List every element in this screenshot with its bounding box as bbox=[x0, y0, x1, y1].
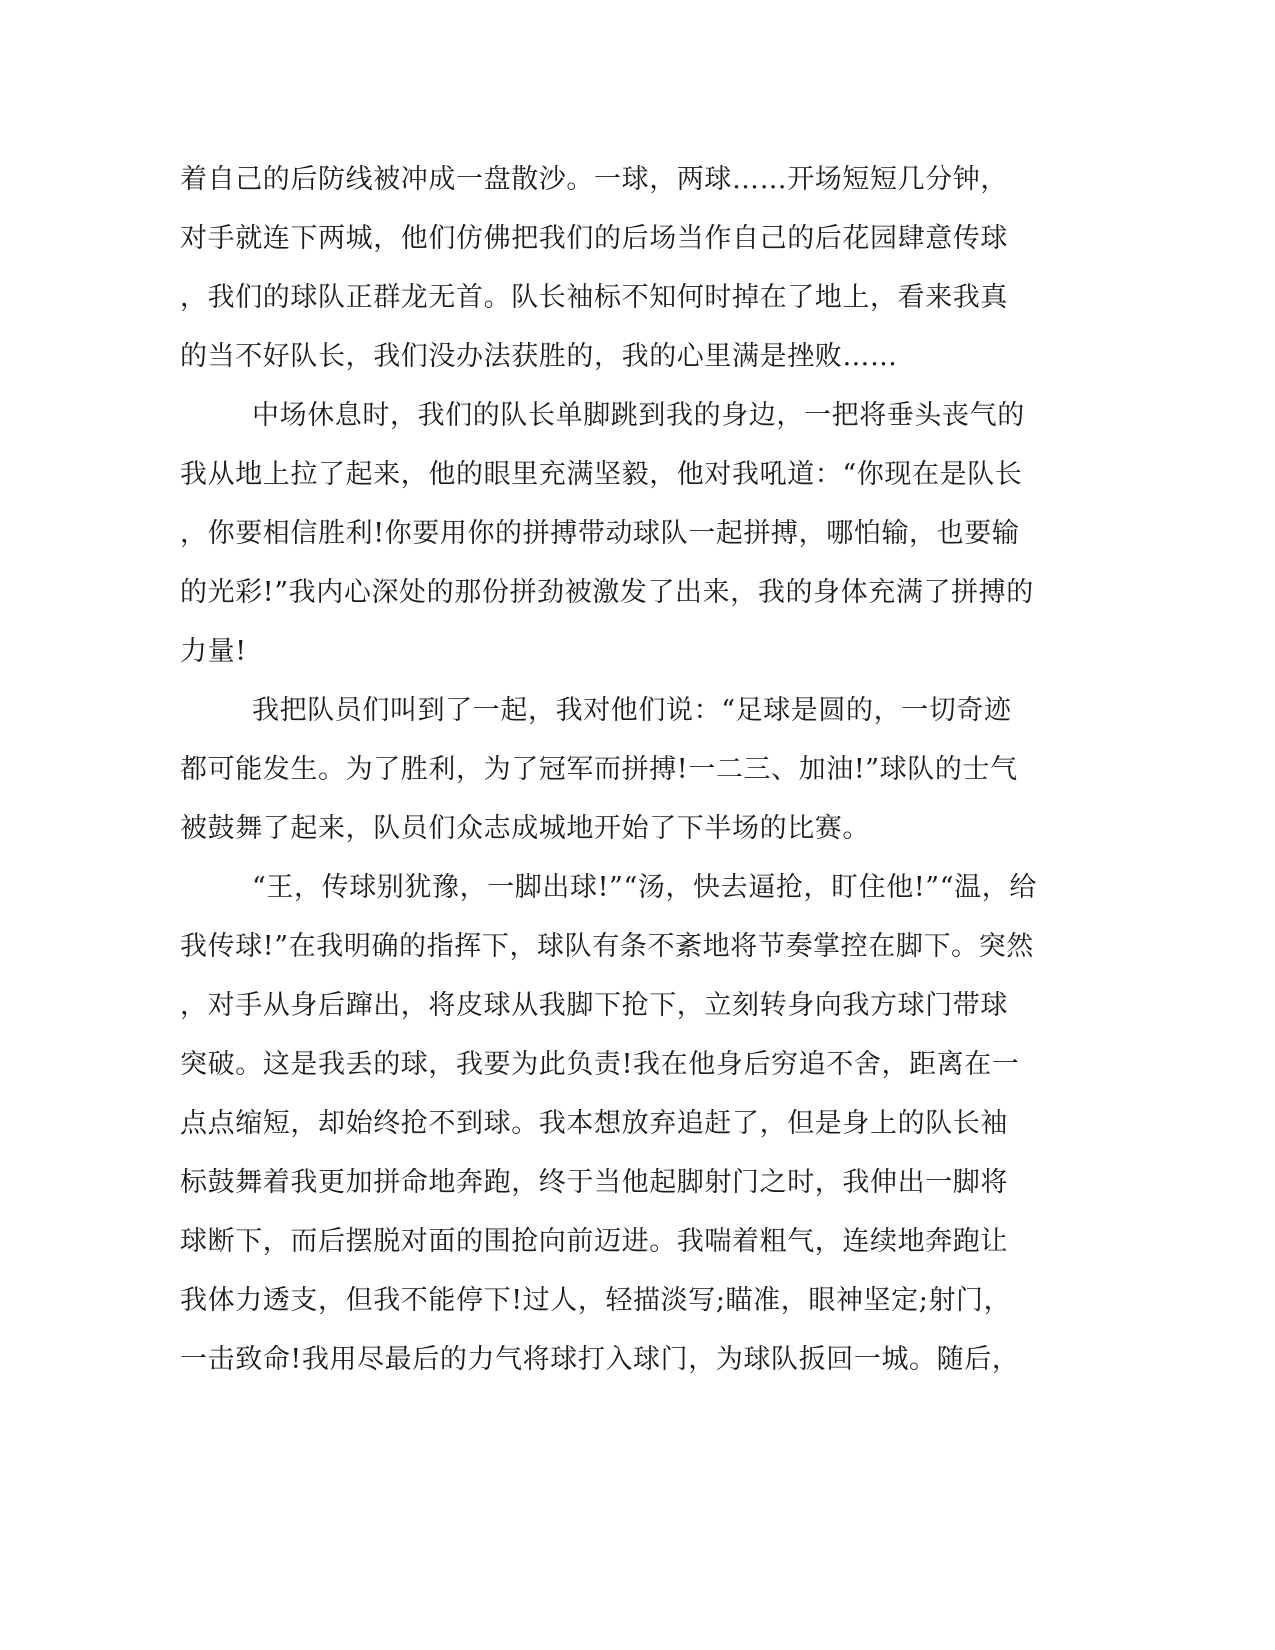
text-line: 一击致命!我用尽最后的力气将球打入球门，为球队扳回一城。随后， bbox=[180, 1344, 1020, 1375]
text-line: 球断下，而后摆脱对面的围抢向前迈进。我喘着粗气，连续地奔跑让 bbox=[180, 1226, 1008, 1257]
text-line: 着自己的后防线被冲成一盘散沙。一球，两球……开场短短几分钟， bbox=[180, 164, 1008, 195]
paragraph-first-line: 我把队员们叫到了一起，我对他们说：“足球是圆的，一切奇迹 bbox=[252, 695, 1012, 726]
paragraph-first-line: 中场休息时，我们的队长单脚跳到我的身边，一把将垂头丧气的 bbox=[252, 400, 1025, 431]
text-line: ，你要相信胜利!你要用你的拼搏带动球队一起拼搏，哪怕输，也要输 bbox=[180, 518, 1020, 549]
text-line: 点点缩短，却始终抢不到球。我本想放弃追赶了，但是身上的队长袖 bbox=[180, 1108, 1008, 1139]
text-line: 我从地上拉了起来，他的眼里充满坚毅，他对我吼道：“你现在是队长 bbox=[180, 459, 1023, 490]
text-line: ，我们的球队正群龙无首。队长袖标不知何时掉在了地上，看来我真 bbox=[180, 282, 1008, 313]
text-line: 被鼓舞了起来，队员们众志成城地开始了下半场的比赛。 bbox=[180, 813, 870, 844]
text-line: 的当不好队长，我们没办法获胜的，我的心里满是挫败…… bbox=[180, 341, 898, 372]
text-line: 都可能发生。为了胜利，为了冠军而拼搏!一二三、加油!”球队的士气 bbox=[180, 754, 1018, 785]
text-line: 我传球!”在我明确的指挥下，球队有条不紊地将节奏掌控在脚下。突然 bbox=[180, 931, 1034, 962]
text-line: 的光彩!”我内心深处的那份拼劲被激发了出来，我的身体充满了拼搏的 bbox=[180, 577, 1034, 608]
text-line: 我体力透支，但我不能停下!过人，轻描淡写;瞄准，眼神坚定;射门， bbox=[180, 1285, 1012, 1316]
text-line: 对手就连下两城，他们仿佛把我们的后场当作自己的后花园肆意传球 bbox=[180, 223, 1008, 254]
text-line: ，对手从身后蹿出，将皮球从我脚下抢下，立刻转身向我方球门带球 bbox=[180, 990, 1008, 1021]
text-line: 标鼓舞着我更加拼命地奔跑，终于当他起脚射门之时，我伸出一脚将 bbox=[180, 1167, 1008, 1198]
text-line: 突破。这是我丢的球，我要为此负责!我在他身后穷追不舍，距离在一 bbox=[180, 1049, 1020, 1080]
text-line: 力量! bbox=[180, 636, 247, 667]
paragraph-first-line: “王，传球别犹豫，一脚出球!”“汤，快去逼抢，盯住他!”“温，给 bbox=[252, 872, 1037, 903]
